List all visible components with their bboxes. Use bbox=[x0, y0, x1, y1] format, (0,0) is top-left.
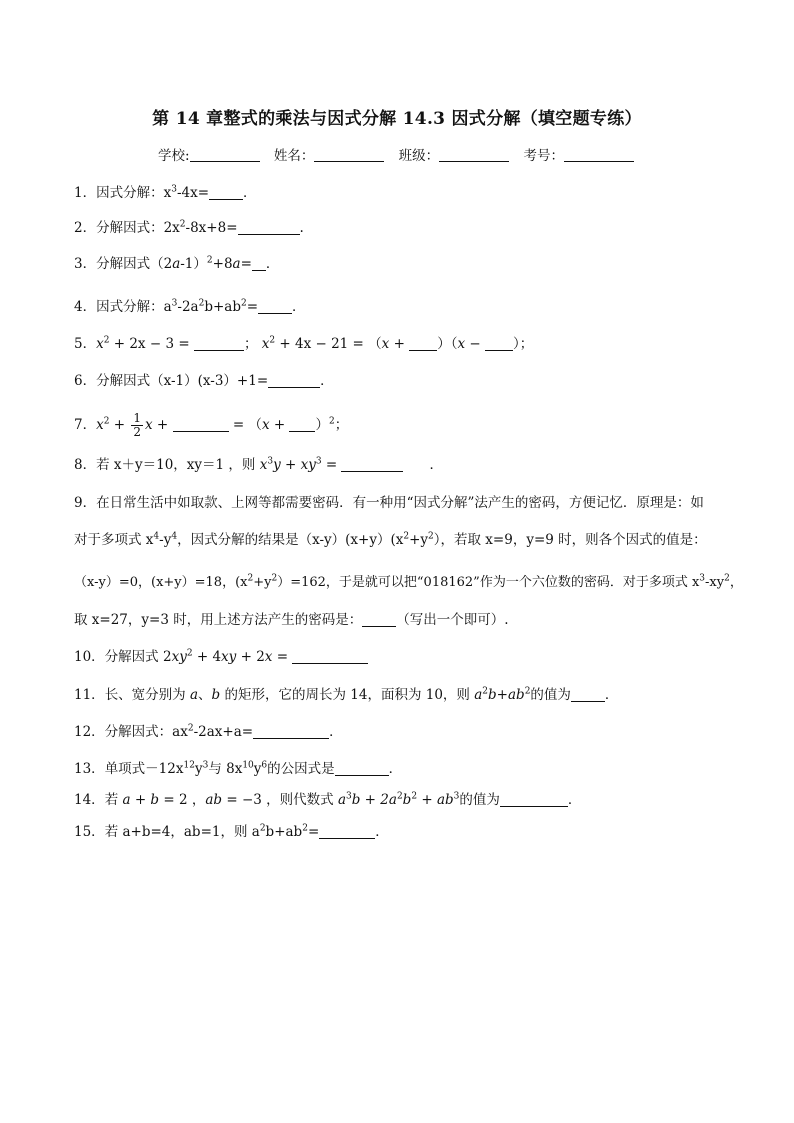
answer-blank[interactable] bbox=[194, 336, 244, 351]
answer-blank[interactable] bbox=[252, 256, 266, 271]
student-info-line bbox=[0, 144, 794, 164]
exam-no-blank[interactable] bbox=[564, 147, 634, 162]
school-blank[interactable] bbox=[190, 147, 260, 162]
question-9-line-3: （x-y）=0，(x+y）=18，$(x^2+y^2)=162$，于是就可以把“018162”作为一个六位数的密码．对于多项式 $x^3-xy^2$， bbox=[74, 573, 743, 590]
answer-blank[interactable] bbox=[341, 457, 403, 472]
fraction-one-half: $\frac{1}{2}$ bbox=[133, 411, 141, 439]
question-5: 5．$x^2 + 2x - 3$ = ； $x^2 + 4x - 21 = (x + )(x$ − ）； bbox=[74, 335, 534, 352]
question-9: 9．在日常生活中如取款、上网等都需要密码．有一种用“因式分解”法产生的密码，方便记忆．原理是：如 bbox=[74, 495, 704, 511]
question-1: 1．因式分解：$x^3-4x=$ ． bbox=[74, 184, 257, 201]
question-9-line-2: 对于多项式 $x^4-y^4$，因式分解的结果是$(x-y)(x+y)(x^2+y^2)$，若取 x=9，y=9 时，则各个因式的值是： bbox=[74, 531, 707, 548]
name-label: 姓名： bbox=[273, 148, 315, 164]
question-4: 4．因式分解：$a^3-2a^2b+ab^2=$ ． bbox=[74, 298, 306, 315]
class-label: 班级： bbox=[398, 148, 440, 164]
question-15: 15．若 a+b=4，ab=1，则 $a^2b+ab^2=$ ． bbox=[74, 823, 389, 840]
answer-blank[interactable] bbox=[319, 824, 375, 839]
question-7: 7．$x^2$ + $\frac{1}{2}$ x + = $(x + )^2$； bbox=[74, 411, 349, 439]
question-8: 8．若 x＋y＝10，xy＝1 ，则 $x^3y + xy^3$ = ． bbox=[74, 456, 443, 473]
answer-blank[interactable] bbox=[238, 220, 300, 235]
answer-blank[interactable] bbox=[335, 761, 389, 776]
question-3: 3．分解因式$(2a-1)^2+8a=$ ． bbox=[74, 255, 280, 272]
answer-blank[interactable] bbox=[209, 185, 243, 200]
answer-blank[interactable] bbox=[258, 299, 292, 314]
page-title: 第 14 章整式的乘法与因式分解 14.3 因式分解（填空题专练） bbox=[152, 109, 642, 129]
answer-blank[interactable] bbox=[500, 792, 568, 807]
answer-blank[interactable] bbox=[292, 649, 368, 664]
question-11: 11．长、宽分别为 a、b 的矩形，它的周长为 14，面积为 10，则 $a^2b+ab^2$的值为 ． bbox=[74, 686, 619, 703]
class-blank[interactable] bbox=[439, 147, 509, 162]
answer-blank[interactable] bbox=[571, 687, 605, 702]
question-10: 10．分解因式 $2xy^2 + 4xy + 2x$ = bbox=[74, 648, 724, 666]
question-14: 14．若 a + b = 2 ，ab = −3 ，则代数式 $a^3b + 2a^2b^2 + ab^3$的值为 ． bbox=[74, 791, 582, 808]
question-13: 13．单项式$-12x^{12}y^3$与 $8x^{10}y^6$的公因式是 ． bbox=[74, 760, 403, 777]
answer-blank[interactable] bbox=[289, 417, 315, 432]
answer-blank[interactable] bbox=[485, 336, 513, 351]
question-2: 2．分解因式：$2x^2-8x+8=$ . bbox=[74, 219, 304, 236]
answer-blank[interactable] bbox=[268, 373, 320, 388]
answer-blank[interactable] bbox=[253, 724, 329, 739]
answer-blank[interactable] bbox=[362, 612, 396, 627]
answer-blank[interactable] bbox=[173, 417, 229, 432]
exam-no-label: 考号： bbox=[523, 148, 564, 164]
question-9-line-4: 取 x=27，y=3 时，用上述方法产生的密码是： （写出一个即可）. bbox=[74, 612, 509, 628]
name-blank[interactable] bbox=[314, 147, 384, 162]
answer-blank[interactable] bbox=[409, 336, 437, 351]
school-label: 学校: bbox=[158, 148, 190, 164]
question-12: 12．分解因式：$ax^2-2ax+a=$ ． bbox=[74, 723, 343, 740]
question-6: 6．分解因式（x-1）(x-3）+1= ． bbox=[74, 373, 334, 389]
